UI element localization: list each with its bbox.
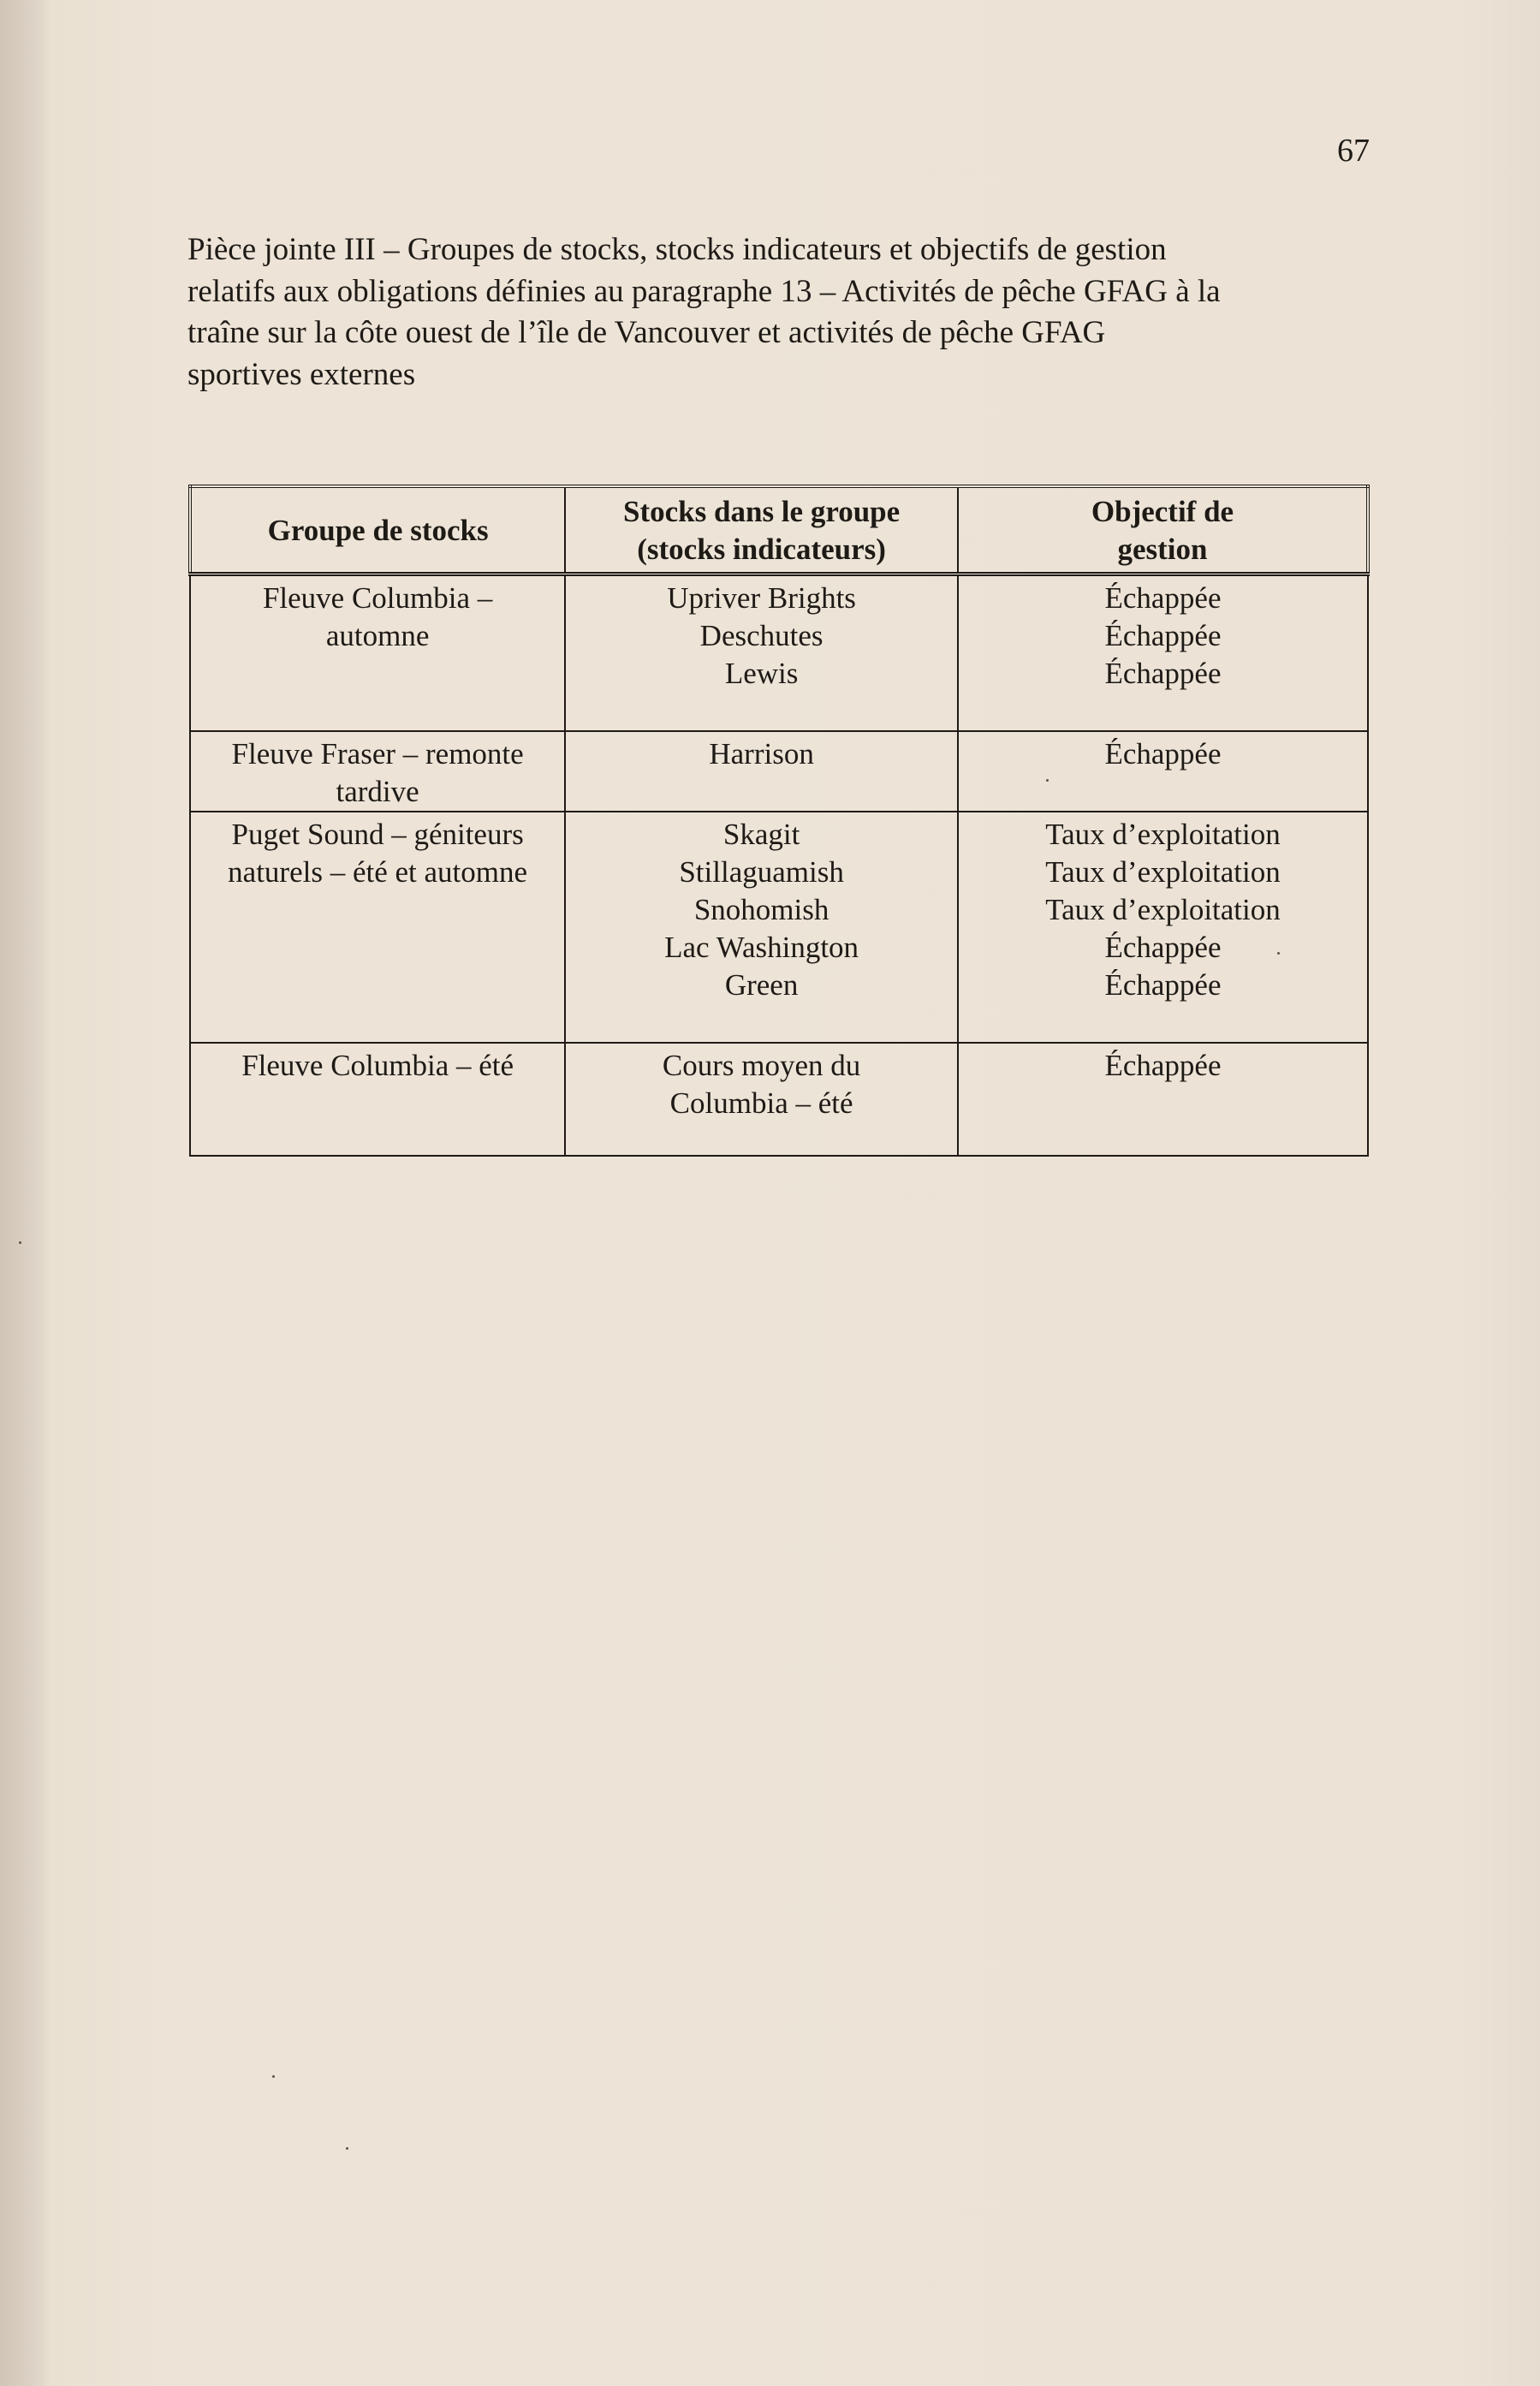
cell-indicator-stocks: Upriver Brights Deschutes Lewis — [565, 574, 958, 732]
table-row — [190, 1043, 1368, 1156]
cell-objectives: Taux d’exploitation Taux d’exploitation Taux d’exploitation Échappée Échappée — [958, 812, 1368, 1043]
scan-speck — [1277, 952, 1280, 955]
table-row — [190, 574, 1368, 732]
header-stocks-in-group: Stocks dans le groupe (stocks indicateurs) — [565, 486, 958, 574]
header-stock-group: Groupe de stocks — [190, 486, 565, 574]
title-line: relatifs aux obligations définies au paragraphe 13 – Activités de pêche GFAG à la — [187, 273, 1221, 309]
cell-stock-group: Fleuve Columbia – automne — [190, 574, 565, 732]
cell-indicator-stocks: Harrison — [565, 731, 958, 812]
table-row — [190, 731, 1368, 812]
cell-stock-group: Fleuve Columbia – été — [190, 1043, 565, 1156]
binding-shadow — [0, 0, 50, 2386]
cell-indicator-stocks: Skagit Stillaguamish Snohomish Lac Washington Green — [565, 812, 958, 1043]
cell-stock-group: Puget Sound – géniteurs naturels – été et automne — [190, 812, 565, 1043]
title-line: sportives externes — [187, 356, 416, 392]
header-management-objective: Objectif de gestion — [958, 486, 1368, 574]
scan-speck — [1046, 779, 1049, 782]
scan-speck — [346, 2147, 348, 2150]
scan-speck — [272, 2075, 275, 2078]
cell-objectives: Échappée — [958, 731, 1368, 812]
title-line: traîne sur la côte ouest de l’île de Vancouver et activités de pêche GFAG — [187, 315, 1106, 350]
title-line: Pièce jointe III – Groupes de stocks, stocks indicateurs et objectifs de gestion — [187, 232, 1167, 267]
page-number: 67 — [1337, 133, 1370, 169]
table-header-row — [190, 486, 1368, 574]
scan-speck — [19, 1241, 21, 1244]
stock-groups-table — [188, 485, 1370, 1157]
cell-stock-group: Fleuve Fraser – remonte tardive — [190, 731, 565, 812]
table-row — [190, 812, 1368, 1043]
cell-indicator-stocks: Cours moyen du Columbia – été — [565, 1043, 958, 1156]
attachment-title — [187, 229, 1386, 396]
cell-objectives: Échappée — [958, 1043, 1368, 1156]
cell-objectives: Échappée Échappée Échappée — [958, 574, 1368, 732]
